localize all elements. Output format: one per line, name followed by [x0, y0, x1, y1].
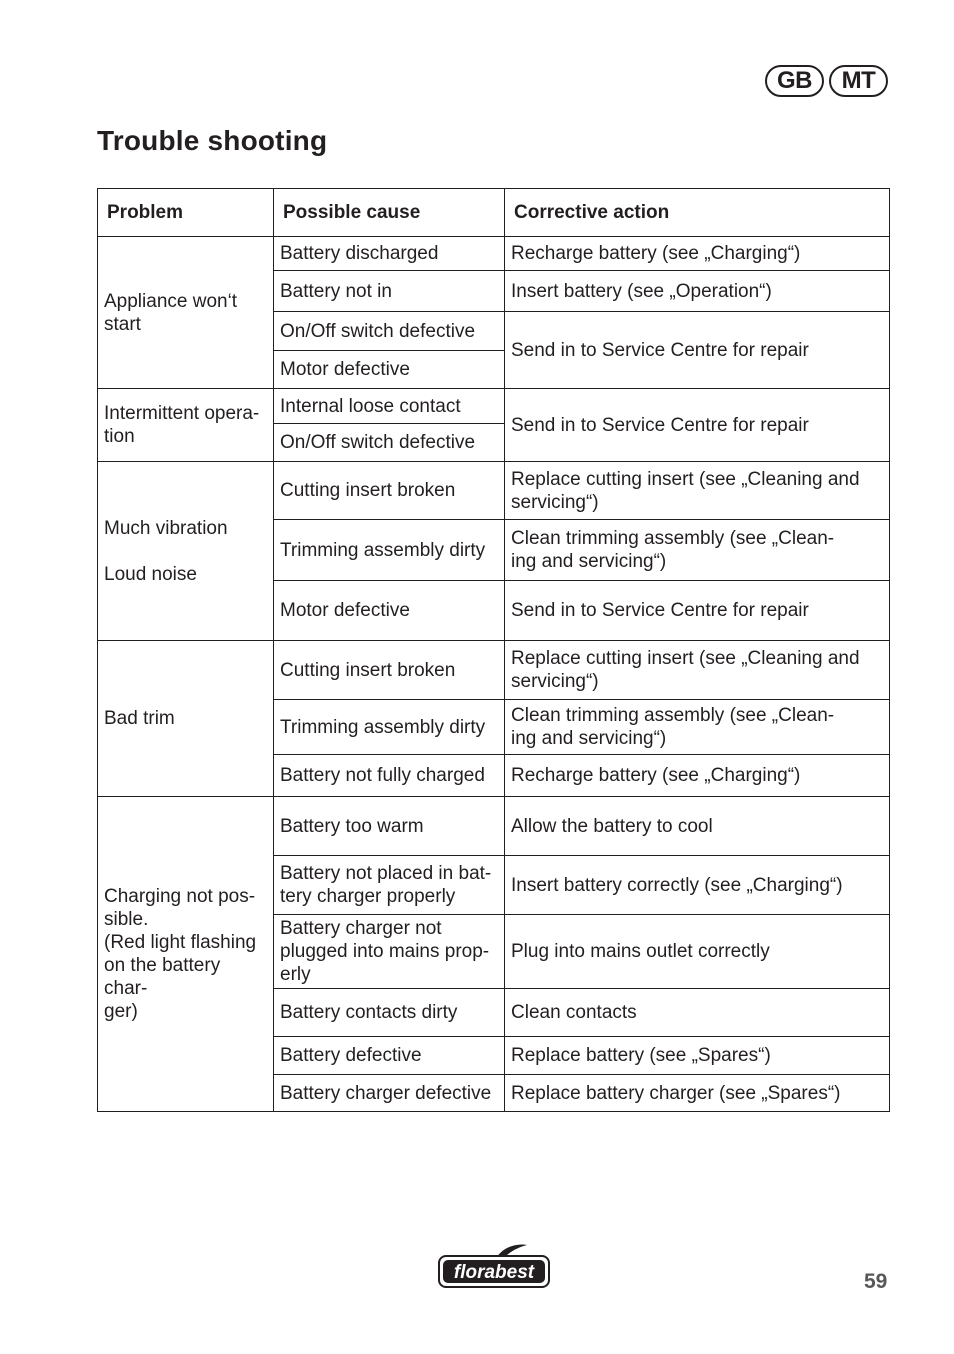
problem-cell: Much vibration Loud noise	[98, 462, 274, 641]
cause-cell: Battery not in	[274, 271, 505, 312]
cause-cell: Internal loose contact	[274, 389, 505, 424]
cause-cell: Battery defective	[274, 1037, 505, 1075]
troubleshooting-table	[97, 188, 890, 1112]
action-cell: Send in to Service Centre for repair	[505, 389, 890, 462]
language-badge-gb: GB	[765, 65, 824, 97]
page-number: 59	[864, 1270, 888, 1293]
language-badges	[765, 65, 888, 97]
action-cell: Clean contacts	[505, 989, 890, 1037]
table-row	[98, 462, 890, 520]
problem-cell: Bad trim	[98, 641, 274, 797]
cause-cell: Cutting insert broken	[274, 462, 505, 520]
action-cell: Replace battery (see „Spares“)	[505, 1037, 890, 1075]
table-row	[98, 237, 890, 271]
action-cell: Insert battery (see „Operation“)	[505, 271, 890, 312]
action-cell: Clean trimming assembly (see „Clean- ing and servicing“)	[505, 520, 890, 581]
cause-cell: Battery too warm	[274, 797, 505, 856]
cause-cell: Battery charger not plugged into mains prop- erly	[274, 915, 505, 989]
table-header-row	[98, 189, 890, 237]
problem-cell: Charging not pos- sible. (Red light flashing on the battery char- ger)	[98, 797, 274, 1112]
cause-cell: Trimming assembly dirty	[274, 700, 505, 755]
header-problem: Problem	[98, 189, 274, 237]
action-cell: Send in to Service Centre for repair	[505, 581, 890, 641]
logo-text: florabest	[453, 1262, 535, 1283]
action-cell: Allow the battery to cool	[505, 797, 890, 856]
cause-cell: Trimming assembly dirty	[274, 520, 505, 581]
language-badge-mt: MT	[829, 65, 888, 97]
action-cell: Replace cutting insert (see „Cleaning and servicing“)	[505, 462, 890, 520]
action-cell: Plug into mains outlet correctly	[505, 915, 890, 989]
problem-cell: Intermittent opera- tion	[98, 389, 274, 462]
cause-cell: On/Off switch defective	[274, 312, 505, 351]
cause-cell: On/Off switch defective	[274, 424, 505, 462]
header-corrective-action: Corrective action	[505, 189, 890, 237]
cause-cell: Battery not fully charged	[274, 755, 505, 797]
action-cell: Clean trimming assembly (see „Clean- ing and servicing“)	[505, 700, 890, 755]
action-cell: Recharge battery (see „Charging“)	[505, 755, 890, 797]
action-cell: Insert battery correctly (see „Charging“)	[505, 856, 890, 915]
cause-cell: Cutting insert broken	[274, 641, 505, 700]
header-possible-cause: Possible cause	[274, 189, 505, 237]
florabest-logo	[437, 1243, 551, 1289]
problem-cell: Appliance won‘t start	[98, 237, 274, 389]
table-row	[98, 641, 890, 700]
action-cell: Replace cutting insert (see „Cleaning and servicing“)	[505, 641, 890, 700]
cause-cell: Battery discharged	[274, 237, 505, 271]
action-cell: Send in to Service Centre for repair	[505, 312, 890, 389]
cause-cell: Battery charger defective	[274, 1075, 505, 1112]
action-cell: Recharge battery (see „Charging“)	[505, 237, 890, 271]
cause-cell: Motor defective	[274, 581, 505, 641]
action-cell: Replace battery charger (see „Spares“)	[505, 1075, 890, 1112]
table-row	[98, 389, 890, 424]
cause-cell: Motor defective	[274, 351, 505, 389]
cause-cell: Battery not placed in bat- tery charger properly	[274, 856, 505, 915]
table-row	[98, 797, 890, 856]
page-title: Trouble shooting	[97, 125, 328, 156]
cause-cell: Battery contacts dirty	[274, 989, 505, 1037]
